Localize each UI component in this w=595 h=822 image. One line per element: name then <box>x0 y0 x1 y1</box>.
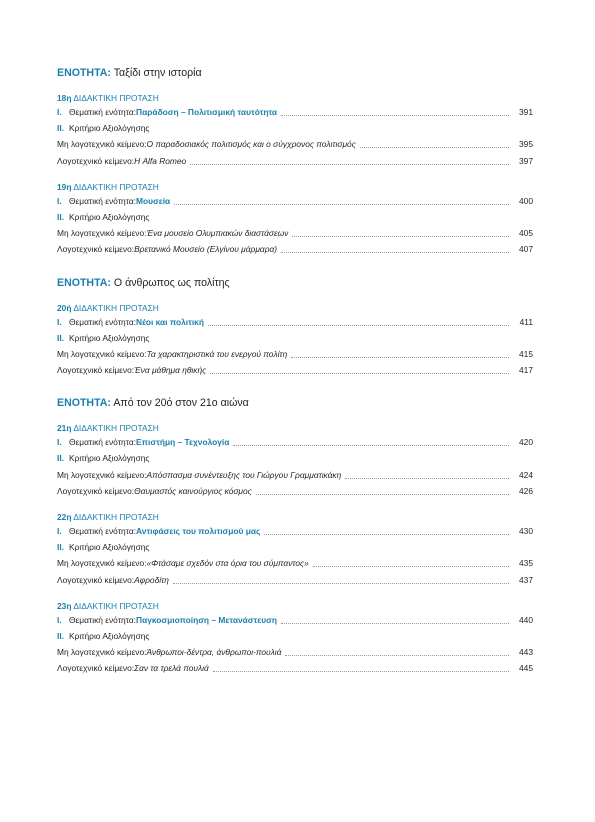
dot-leader <box>256 493 509 495</box>
dot-leader <box>173 582 509 584</box>
lesson-section <box>57 92 533 169</box>
toc-entry-literary[interactable] <box>57 660 533 676</box>
lesson-label: ΔΙΔΑΚΤΙΚΗ ΠΡΟΤΑΣΗ <box>73 302 159 313</box>
dot-leader <box>233 444 509 446</box>
toc-entry-criterion <box>57 450 533 466</box>
page-number: 437 <box>519 574 533 585</box>
dot-leader <box>210 372 509 374</box>
toc-entry-criterion <box>57 628 533 644</box>
toc-entry-thematic[interactable] <box>57 434 533 450</box>
entry-prefix: Θεματική ενότητα: <box>69 107 137 117</box>
page-number: 417 <box>519 365 533 376</box>
roman-numeral: I. <box>57 195 62 206</box>
toc-entry-nonliterary[interactable] <box>57 644 533 660</box>
criterion-text: Κριτήριο Αξιολόγησης <box>69 123 150 134</box>
dot-leader <box>213 670 509 672</box>
criterion-text: Κριτήριο Αξιολόγησης <box>69 211 150 222</box>
lesson-label: ΔΙΔΑΚΤΙΚΗ ΠΡΟΤΑΣΗ <box>73 423 159 434</box>
entry-prefix: Μη λογοτεχνικό κείμενο: <box>57 469 147 480</box>
text-title: Θαυμαστός καινούργιος κόσμος <box>134 485 252 496</box>
unit-spacer <box>57 258 533 276</box>
lesson-number: 22η <box>57 512 72 522</box>
dot-leader <box>190 163 509 165</box>
text-title: Ένα μουσείο Ολυμπιακών διαστάσεων <box>146 228 289 239</box>
lesson-heading <box>57 181 533 193</box>
page-number: 430 <box>519 526 533 536</box>
thematic-title: Παράδοση – Πολιτισμική ταυτότητα <box>136 107 278 117</box>
unit-title: Ο άνθρωπος ως πολίτης <box>113 276 230 289</box>
thematic-title: Αντιφάσεις του πολιτισμού μας <box>136 526 261 536</box>
text-title: Σαν τα τρελά πουλιά <box>134 663 209 674</box>
roman-numeral: II. <box>57 453 64 464</box>
page-number: 440 <box>519 614 533 625</box>
lesson-heading <box>57 511 533 523</box>
dot-leader <box>281 251 509 253</box>
lesson-section <box>57 302 533 379</box>
unit-heading <box>57 396 533 410</box>
unit-heading <box>57 66 533 80</box>
dot-leader <box>285 654 509 656</box>
entry-prefix: Μη λογοτεχνικό κείμενο: <box>57 647 147 658</box>
toc-entry-nonliterary[interactable] <box>57 225 533 241</box>
lesson-number: 23η <box>57 600 72 611</box>
entry-prefix: Μη λογοτεχνικό κείμενο: <box>57 348 147 359</box>
text-title: Τα χαρακτηριστικά του ενεργού πολίτη <box>146 348 288 359</box>
unit-heading <box>57 276 533 290</box>
toc-entry-criterion <box>57 330 533 346</box>
lesson-label: ΔΙΔΑΚΤΙΚΗ ΠΡΟΤΑΣΗ <box>73 600 159 611</box>
entry-prefix: Θεματική ενότητα: <box>69 437 137 448</box>
toc-entry-thematic[interactable] <box>57 193 533 209</box>
toc-entry-nonliterary[interactable] <box>57 136 533 152</box>
page-number: 424 <box>519 469 533 480</box>
thematic-title: Νέοι και πολιτική <box>136 316 204 327</box>
unit-spacer <box>57 378 533 396</box>
toc-entry-nonliterary[interactable] <box>57 555 533 571</box>
text-title: «Φτάσαμε σχεδόν στα όρια του σύμπαντος» <box>146 558 309 569</box>
page-number: 445 <box>519 663 533 674</box>
entry-prefix: Λογοτεχνικό κείμενο: <box>57 663 135 674</box>
page-number: 443 <box>519 647 533 658</box>
lesson-heading <box>57 422 533 434</box>
text-title: Απόσπασμα συνέντευξης του Γιώργου Γραμματικάκη <box>146 469 342 480</box>
unit-label: ΕΝΟΤΗΤΑ: <box>57 276 111 289</box>
lesson-section <box>57 181 533 258</box>
thematic-title: Παγκοσμιοποίηση – Μετανάστευση <box>136 614 277 625</box>
dot-leader <box>174 203 509 205</box>
toc-entry-nonliterary[interactable] <box>57 467 533 483</box>
page-number: 420 <box>519 437 533 448</box>
page-number: 391 <box>519 107 533 117</box>
text-title: Η Alfa Romeo <box>134 155 187 166</box>
roman-numeral: I. <box>57 526 62 536</box>
toc-entry-literary[interactable] <box>57 483 533 499</box>
toc-entry-thematic[interactable] <box>57 104 533 120</box>
page-number: 415 <box>519 348 533 359</box>
lesson-heading <box>57 92 533 104</box>
lesson-heading <box>57 600 533 612</box>
entry-prefix: Λογοτεχνικό κείμενο: <box>57 485 135 496</box>
entry-prefix: Θεματική ενότητα: <box>69 195 137 206</box>
toc-entry-literary[interactable] <box>57 362 533 378</box>
toc-entry-thematic[interactable] <box>57 314 533 330</box>
dot-leader <box>360 146 509 148</box>
lesson-number: 21η <box>57 423 72 434</box>
lesson-section <box>57 511 533 588</box>
text-title: Ένα μάθημα ηθικής <box>134 365 207 376</box>
dot-leader <box>292 235 509 237</box>
entry-prefix: Λογοτεχνικό κείμενο: <box>57 365 135 376</box>
toc-entry-thematic[interactable] <box>57 612 533 628</box>
roman-numeral: I. <box>57 614 62 625</box>
entry-prefix: Μη λογοτεχνικό κείμενο: <box>57 139 147 150</box>
criterion-text: Κριτήριο Αξιολόγησης <box>69 332 150 343</box>
entry-prefix: Θεματική ενότητα: <box>69 614 137 625</box>
entry-prefix: Θεματική ενότητα: <box>69 526 137 536</box>
lesson-number: 20ή <box>57 302 72 313</box>
page-number: 400 <box>519 195 533 206</box>
dot-leader <box>281 114 509 116</box>
roman-numeral: II. <box>57 332 64 343</box>
roman-numeral: I. <box>57 437 62 448</box>
toc-entry-literary[interactable] <box>57 153 533 169</box>
entry-prefix: Λογοτεχνικό κείμενο: <box>57 574 135 585</box>
lesson-heading <box>57 302 533 314</box>
roman-numeral: II. <box>57 123 64 134</box>
toc-entry-criterion <box>57 209 533 225</box>
text-title: Άνθρωποι-δέντρα, άνθρωποι-πουλιά <box>146 647 282 658</box>
page-number: 395 <box>519 139 533 150</box>
entry-prefix: Λογοτεχνικό κείμενο: <box>57 155 135 166</box>
page-number: 405 <box>519 228 533 239</box>
lesson-number: 18η <box>57 93 72 103</box>
text-title: Βρετανικό Μουσείο (Ελγίνου μάρμαρα) <box>134 244 278 255</box>
page-number: 397 <box>519 155 533 166</box>
page-number: 435 <box>519 558 533 569</box>
table-of-contents <box>57 66 533 677</box>
criterion-text: Κριτήριο Αξιολόγησης <box>69 542 150 553</box>
entry-prefix: Μη λογοτεχνικό κείμενο: <box>57 558 147 569</box>
thematic-title: Μουσεία <box>136 195 171 206</box>
text-title: Αφροδίτη <box>134 574 169 585</box>
roman-numeral: II. <box>57 542 64 553</box>
roman-numeral: II. <box>57 211 64 222</box>
entry-prefix: Θεματική ενότητα: <box>69 316 137 327</box>
dot-leader <box>281 622 509 624</box>
lesson-label: ΔΙΔΑΚΤΙΚΗ ΠΡΟΤΑΣΗ <box>73 93 159 103</box>
dot-leader <box>313 565 509 567</box>
page-number: 411 <box>519 316 533 327</box>
dot-leader <box>291 356 509 358</box>
toc-entry-literary[interactable] <box>57 572 533 588</box>
dot-leader <box>264 533 509 535</box>
toc-entry-thematic[interactable] <box>57 523 533 539</box>
dot-leader <box>345 477 509 479</box>
page-number: 407 <box>519 244 533 255</box>
entry-prefix: Λογοτεχνικό κείμενο: <box>57 244 135 255</box>
roman-numeral: I. <box>57 107 62 117</box>
unit-label: ΕΝΟΤΗΤΑ: <box>57 397 111 410</box>
criterion-text: Κριτήριο Αξιολόγησης <box>69 630 150 641</box>
unit-label: ΕΝΟΤΗΤΑ: <box>57 67 111 79</box>
lesson-label: ΔΙΔΑΚΤΙΚΗ ΠΡΟΤΑΣΗ <box>73 512 159 522</box>
entry-prefix: Μη λογοτεχνικό κείμενο: <box>57 228 147 239</box>
toc-entry-nonliterary[interactable] <box>57 346 533 362</box>
criterion-text: Κριτήριο Αξιολόγησης <box>69 453 150 464</box>
roman-numeral: II. <box>57 630 64 641</box>
lesson-section <box>57 600 533 677</box>
toc-entry-criterion <box>57 539 533 555</box>
toc-entry-literary[interactable] <box>57 241 533 257</box>
unit-title: Από τον 20ό στον 21ο αιώνα <box>113 397 249 410</box>
lesson-number: 19η <box>57 181 72 192</box>
text-title: Ο παραδοσιακός πολιτισμός και ο σύγχρονος πολιτισμός <box>146 139 356 150</box>
page-number: 426 <box>519 485 533 496</box>
lesson-label: ΔΙΔΑΚΤΙΚΗ ΠΡΟΤΑΣΗ <box>73 181 159 192</box>
lesson-section <box>57 422 533 499</box>
roman-numeral: I. <box>57 316 62 327</box>
thematic-title: Επιστήμη – Τεχνολογία <box>136 437 230 448</box>
unit-title: Ταξίδι στην ιστορία <box>113 67 202 79</box>
toc-entry-criterion <box>57 120 533 136</box>
dot-leader <box>208 324 509 326</box>
